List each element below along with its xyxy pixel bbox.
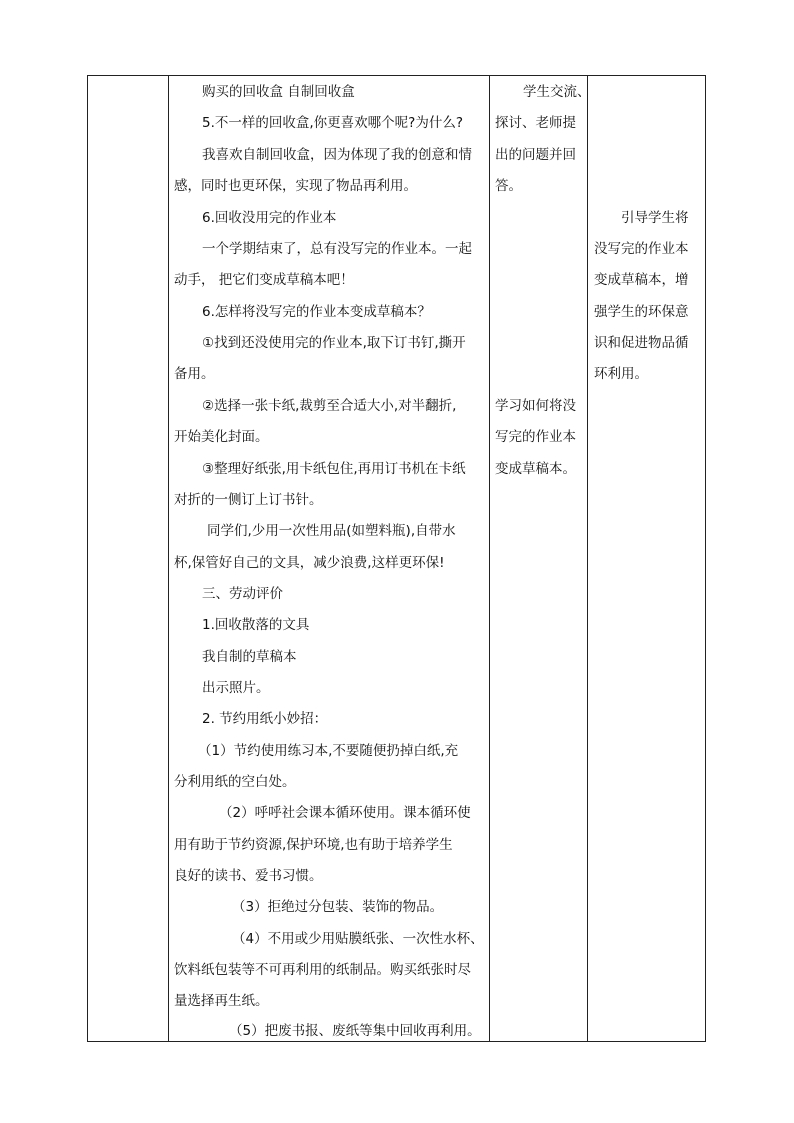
- content-line: 2. 节约用纸小妙招：: [202, 711, 328, 727]
- content-line: 用有助于节约资源,保护环境,也有助于培养学生: [174, 837, 453, 853]
- content-line: 饮料纸包装等不可再利用的纸制品。购买纸张时尽: [174, 962, 471, 978]
- content-line: 我自制的草稿本: [202, 649, 297, 665]
- design-line: 环利用。: [594, 366, 648, 382]
- content-line: 6.回收没用完的作业本: [202, 210, 337, 226]
- teaching-content-cell: [169, 76, 489, 1041]
- content-line: 动手， 把它们变成草稿本吧！: [174, 272, 354, 288]
- content-line: 开始美化封面。: [174, 429, 269, 445]
- content-line: （2）呼呼社会课本循环使用。课本循环使: [219, 805, 471, 821]
- student-line: 学生交流、: [523, 84, 591, 100]
- content-line: 杯,保管好自己的文具，减少浪费,这样更环保!: [174, 555, 445, 571]
- content-line: 感，同时也更环保，实现了物品再利用。: [174, 178, 417, 194]
- design-line: 没写完的作业本: [594, 241, 689, 257]
- content-line: 良好的读书、爱书习惯。: [174, 868, 323, 884]
- content-line: 同学们,少用一次性用品(如塑料瓶),自带水: [207, 523, 456, 539]
- student-line: 探讨、老师提: [495, 115, 576, 131]
- content-line: 对折的一侧订上订书针。: [174, 492, 323, 508]
- student-line: 出的问题并回: [495, 147, 576, 163]
- student-line: 写完的作业本: [495, 429, 576, 445]
- student-activity-cell: [490, 76, 591, 1041]
- lesson-table: [87, 75, 706, 1042]
- design-line: 引导学生将: [621, 210, 689, 226]
- content-line: ②选择一张卡纸,裁剪至合适大小,对半翻折,: [202, 398, 457, 414]
- content-line: 备用。: [174, 366, 215, 382]
- content-line: （1）节约使用练习本,不要随便扔掉白纸,充: [198, 743, 459, 759]
- content-line: （4）不用或少用贴膜纸张、一次性水杯、: [232, 931, 484, 947]
- content-line: 分利用纸的空白处。: [174, 774, 296, 790]
- content-line: 6.怎样将没写完的作业本变成草稿本？: [202, 304, 431, 320]
- content-line: 出示照片。: [202, 680, 270, 696]
- content-line: 我喜欢自制回收盒，因为体现了我的创意和情: [202, 147, 472, 163]
- design-line: 变成草稿本，增: [594, 272, 689, 288]
- content-line: 购买的回收盒 自制回收盒: [202, 84, 355, 100]
- design-line: 强学生的环保意: [594, 304, 689, 320]
- content-line: （3）拒绝过分包装、装饰的物品。: [232, 899, 444, 915]
- content-line: （5）把废书报、废纸等集中回收再利用。: [229, 1023, 481, 1039]
- student-line: 学习如何将没: [495, 398, 576, 414]
- content-line: 1.回收散落的文具: [202, 617, 310, 633]
- student-line: 答。: [495, 178, 522, 194]
- content-line: 5.不一样的回收盒,你更喜欢哪个呢?为什么?: [202, 115, 464, 131]
- design-line: 识和促进物品循: [594, 335, 689, 351]
- content-line: ①找到还没使用完的作业本,取下订书钉,撕开: [202, 335, 466, 351]
- content-line: 量选择再生纸。: [174, 993, 269, 1009]
- student-line: 变成草稿本。: [495, 461, 576, 477]
- content-line: 三、劳动评价: [202, 586, 283, 602]
- content-line: 一个学期结束了，总有没写完的作业本。一起: [202, 241, 472, 257]
- design-intent-cell: [588, 76, 705, 1041]
- content-line: ③整理好纸张,用卡纸包住,再用订书机在卡纸: [202, 461, 466, 477]
